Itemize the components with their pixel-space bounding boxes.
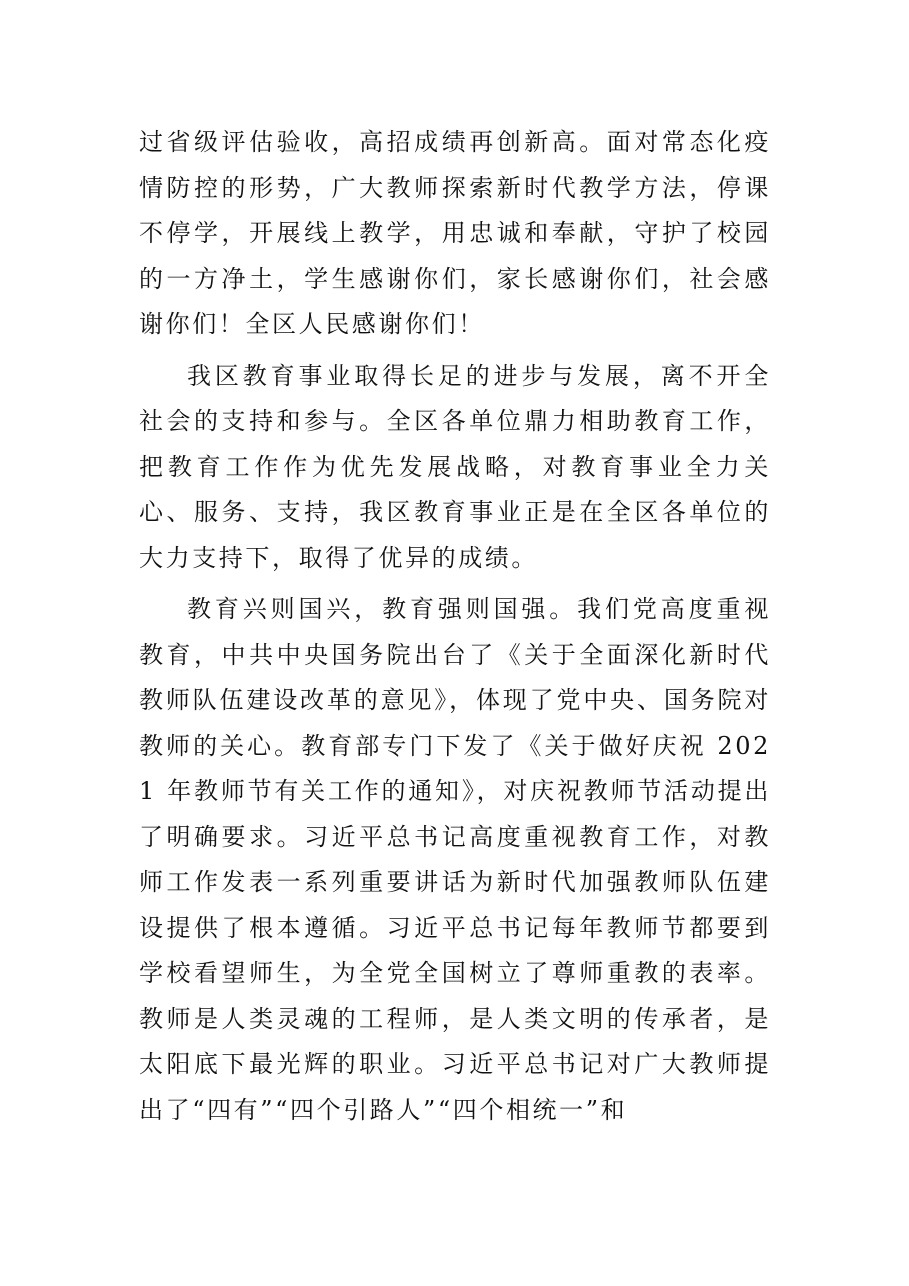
paragraph-1: 过省级评估验收，高招成绩再创新高。面对常态化疫情防控的形势，广大教师探索新时代教学方法，停课不停学，开展线上教学，用忠诚和奉献，守护了校园的一方净土，学生感谢你们，家长感谢你们，社会感谢你们！全区人民感谢你们！	[139, 128, 771, 338]
paragraph-3: 教育兴则国兴，教育强则国强。我们党高度重视教育，中共中央国务院出台了《关于全面深化新时代教师队伍建设改革的意见》，体现了党中央、国务院对教师的关心。教育部专门下发了《关于做好庆祝 2021 年教师节有关工作的通知》，对庆祝教师节活动提出了明确要求。习近平总书记高度重视教育工作，对教师工作发表一系列重要讲话为新时代加强教师队伍建设提供了根本遵循。习近平总书记每年教师节都要到学校看望师生，为全党全国树立了尊师重教的表率。教师是人类灵魂的工程师，是人类文明的传承者，是太阳底下最光辉的职业。习近平总书记对广大教师提出了“四有”“四个引路人”“四个相统一”和	[139, 595, 771, 1124]
paragraph-2: 我区教育事业取得长足的进步与发展，离不开全社会的支持和参与。全区各单位鼎力相助教育工作，把教育工作作为优先发展战略，对教育事业全力关心、服务、支持，我区教育事业正是在全区各单位的大力支持下，取得了优异的成绩。	[139, 361, 771, 572]
document-body	[139, 120, 771, 1133]
